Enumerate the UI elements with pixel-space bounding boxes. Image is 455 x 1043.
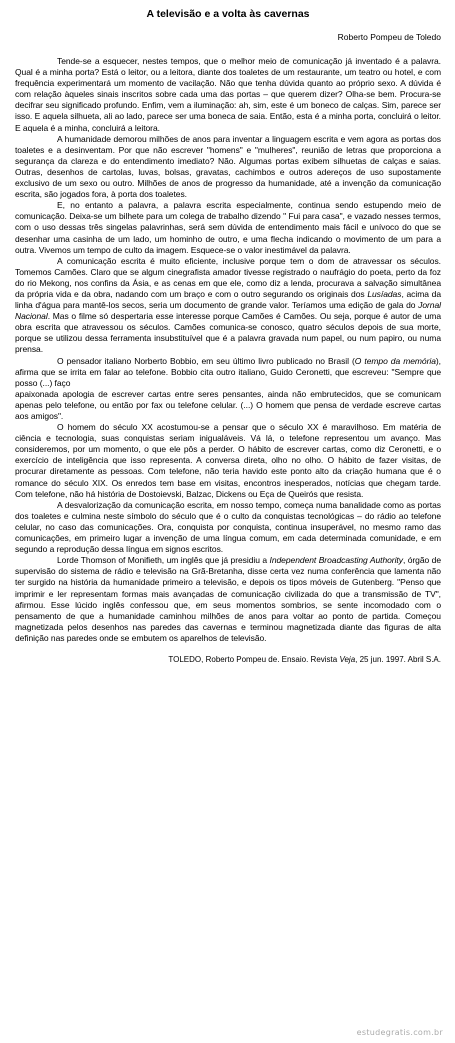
article-body <box>15 56 441 644</box>
paragraph: A desvalorização da comunicação escrita, em nosso tempo, começa numa banalidade como as portas dos toaletes e culmina neste símbolo do século que é o culto da conquistas tecnológicas – do rádio ao telefone celular, no caso das comunicações. Ora, conquista por conquista, continua insuperável, no mesmo ramo das comunicações, em primeiro lugar a invenção de uma língua comum, em cada determinada comunidade, e em segundo a reprodução dessa língua em signos escritos. <box>15 499 441 555</box>
paragraph: Lorde Thomson of Monifieth, um inglês que já presidiu a Independent Broadcasting Authority, órgão de supervisão do sistema de rádio e televisão na Grã-Bretanha, disse certa vez numa conferência que lamenta não ter surgido na história da humanidade primeiro a televisão, e depois os tipos móveis de Gutenberg. "Penso que imprimir e ler representam formas mais avançadas de comunicação civilizada do que a transmissão de TV", afirmou. Esse lúcido inglês confessou que, em seus momentos sombrios, se sente incomodado com o pensamento de que a humanidade caminhou milhões de anos para voltar ao ponto de partida. Começou magnetizada pelos desenhos nas paredes das cavernas e terminou magnetizada diante das figuras de alta definição nas paredes onde se embutem os aparelhos de televisão. <box>15 555 442 643</box>
paragraph: A humanidade demorou milhões de anos para inventar a linguagem escrita e vem agora as portas dos toaletes e a desinventam. Por que não escrever "homens" e "mulheres", reunião de letras que proporciona a segurança da clareza e do entendimento imediato? Não. Algumas portas exibem silhuetas de calças e saias. Outras, desenhos de cartolas, luvas, bolsas, gravatas, cachimbos e outros adereços de uso supostamente exclusivo de um sexo ou outro. Milhões de anos de progresso da humanidade, até a invenção da comunicação escrita, são jogados fora, à porta dos toaletes. <box>15 133 441 200</box>
paragraph: A comunicação escrita é muito eficiente, inclusive porque tem o dom de atravessar os séculos. Tomemos Camões. Claro que se algum cinegrafista amador tivesse registrado o naufrágio do poeta, perto da foz do rio Mekong, nos confins da Ásia, e as cenas em que ele, como diz a lenda, procurava a salvação simultânea da própria vida e da obra, nadando com um braço e com o outro segurando os originais dos Lusíadas, acima da linha d'água para mantê-los secos, seria um documento de grande valor. Teríamos uma edição de gala do Jornal Nacional. Mas o filme só despertaria esse interesse porque Camões é Camões. Ou seja, porque é autor de uma obra escrita que atravessou os séculos. Camões comunica-se conosco, quatro séculos depois de sua morte, porque se utilizou dessa ferramenta insubstituível que é a palavra gravada num papel, ou num papiro, ou numa prensa. <box>15 255 441 355</box>
paragraph: O pensador italiano Norberto Bobbio, em seu último livro publicado no Brasil (O tempo da memória), afirma que se irrita em falar ao telefone. Bobbio cita outro italiano, Guido Ceronetti, que escreveu: "Sempre que posso (...) faço <box>15 355 441 388</box>
paragraph: Tende-se a esquecer, nestes tempos, que o melhor meio de comunicação já inventado é a palavra. Qual é a minha porta? Está o leitor, ou a leitora, diante dos toaletes de um restaurante, um teatro ou hotel, e com frequência experimentará um momento de vacilação. Não que tenha dúvida quanto ao próprio sexo. A dúvida é com relação àqueles sinais inscritos sobre cada uma das portas – que querem dizer? Olha-se bem. Procura-se decifrar seu significado profundo. Enfim, vem a iluminação: ah, sim, este é um boneco de calças. Sim, parece ser isso. E aquela silhueta, ali ao lado, parece ser uma boneca de saia. Então, esta é a minha porta, concluirá o leitor. E aquela é a minha, concluirá a leitora. <box>15 56 441 133</box>
paragraph: O homem do século XX acostumou-se a pensar que o século XX é maravilhoso. Em matéria de ciência e tecnologia, suas conquistas seriam inigualáveis. Vá lá, o telefone representou um avanço. Mas consideremos, por um momento, o que ele pôs a perder. O hábito de escrever cartas, como diz Ceronetti, e o exercício de inteligência que isso representa. A conversa direta, olho no olho. O hábito de fazer visitas, de procurar diretamente as pessoas. Com telefone, não teria havido este ponto alto da criação humana que é o romance do século XIX. Os enredos tem base em visitas, encontros inesperados, notícias que chegam tarde. Com telefone, não há história de Dostoievski, Balzac, Dickens ou Eça de Queirós que resista. <box>15 422 441 499</box>
article-title: A televisão e a volta às cavernas <box>146 8 310 20</box>
article-author: Roberto Pompeu de Toledo <box>337 32 441 42</box>
quote-paragraph: apaixonada apologia de escrever cartas entre seres pensantes, ainda não embrutecidos, que se comunicam apenas pelo telefone, ou então por fax ou telefone celular. (...) O homem que pensa de verdade escreve cartas aos amigos". <box>15 388 441 421</box>
source-citation: TOLEDO, Roberto Pompeu de. Ensaio. Revista Veja, 25 jun. 1997. Abril S.A. <box>168 654 441 664</box>
paragraph: E, no entanto a palavra, a palavra escrita especialmente, continua sendo estupendo meio de comunicação. Deixa-se um bilhete para um colega de trabalho dizendo " Fui para casa", e vazado nesses termos, com o uso dessas três singelas palavrinhas, será sem dúvida de entendimento mais fácil e unívoco do que se desenhar uma casinha de um lado, um hominho de outro, e uma flecha indicando o movimento de um para a outra. Vivemos um tempo de culto da imagem. Esquece-se o valor inestimável da palavra. <box>15 200 441 255</box>
watermark: estudegratis.com.br <box>356 1028 443 1037</box>
